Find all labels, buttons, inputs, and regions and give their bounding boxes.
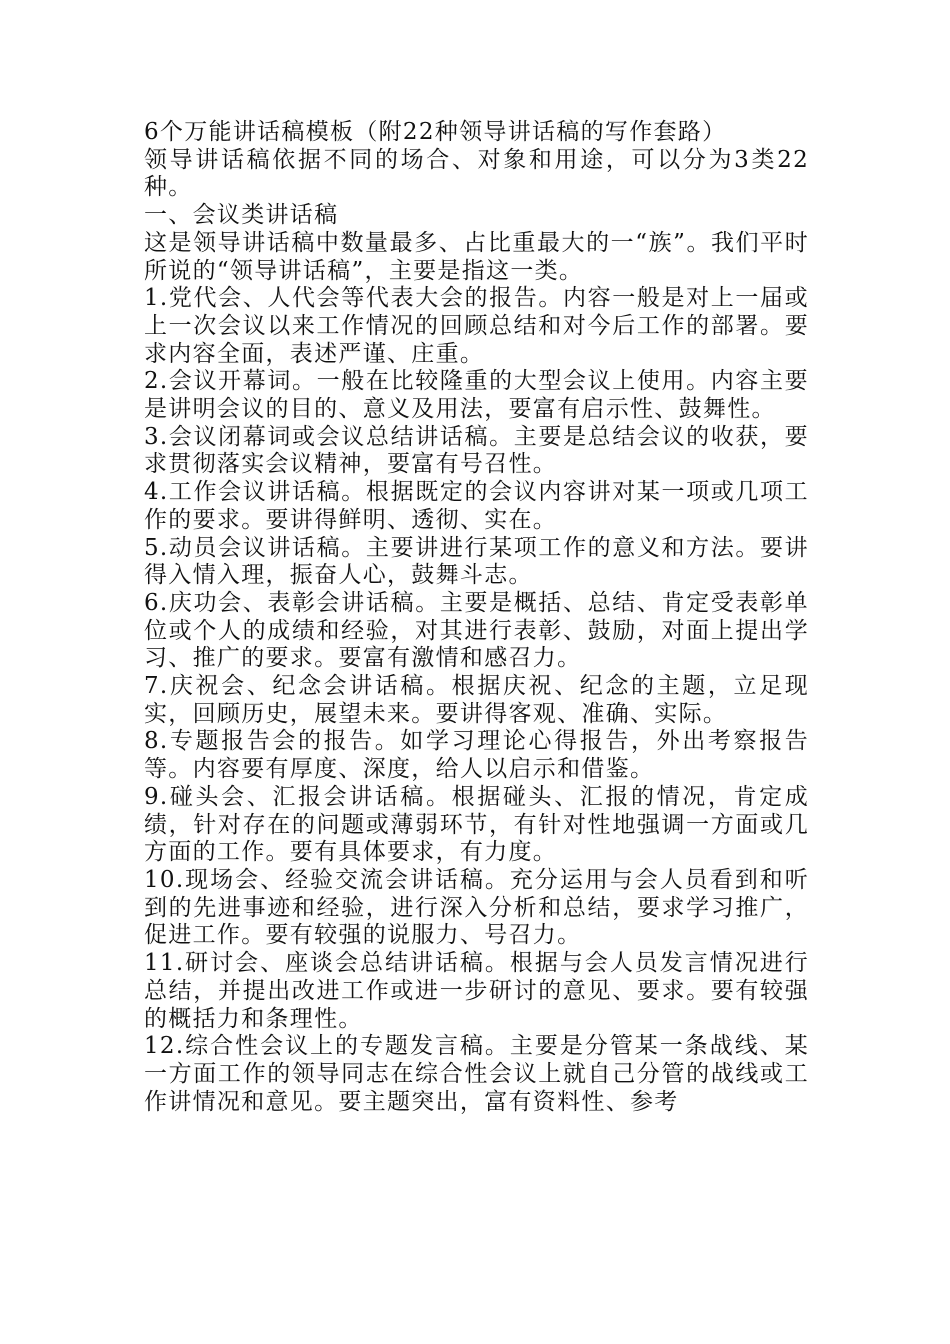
list-item: 12.综合性会议上的专题发言稿。主要是分管某一条战线、某一方面工作的领导同志在综合性会议上就自己分管的战线或工作讲情况和意见。要主题突出，富有资料性、参考: [144, 1033, 809, 1115]
section-intro-paragraph: 这是领导讲话稿中数量最多、占比重最大的一“族”。我们平时所说的“领导讲话稿”，主要是指这一类。: [144, 229, 809, 284]
list-item: 8.专题报告会的报告。如学习理论心得报告，外出考察报告等。内容要有厚度、深度，给人以启示和借鉴。: [144, 728, 809, 783]
section-heading: 一、会议类讲话稿: [144, 202, 339, 229]
list-item: 6.庆功会、表彰会讲话稿。主要是概括、总结、肯定受表彰单位或个人的成绩和经验，对其进行表彰、鼓励，对面上提出学习、推广的要求。要富有激情和感召力。: [144, 589, 809, 672]
list-item: 7.庆祝会、纪念会讲话稿。根据庆祝、纪念的主题，立足现实，回顾历史，展望未来。要讲得客观、准确、实际。: [144, 673, 809, 727]
list-item: 1.党代会、人代会等代表大会的报告。内容一般是对上一届或上一次会议以来工作情况的回顾总结和对今后工作的部署。要求内容全面，表述严谨、庄重。: [144, 285, 809, 367]
list-item: 9.碰头会、汇报会讲话稿。根据碰头、汇报的情况，肯定成绩，针对存在的问题或薄弱环节，有针对性地强调一方面或几方面的工作。要有具体要求，有力度。: [144, 783, 809, 866]
list-item: 11.研讨会、座谈会总结讲话稿。根据与会人员发言情况进行总结，并提出改进工作或进一步研讨的意见、要求。要有较强的概括力和条理性。: [144, 950, 809, 1032]
list-item: 4.工作会议讲话稿。根据既定的会议内容讲对某一项或几项工作的要求。要讲得鲜明、透彻、实在。: [144, 479, 809, 533]
document-title: 6个万能讲话稿模板（附22种领导讲话稿的写作套路）: [144, 119, 727, 145]
intro-paragraph: 领导讲话稿依据不同的场合、对象和用途，可以分为3类22种。: [144, 146, 809, 201]
list-item: 5.动员会议讲话稿。主要讲进行某项工作的意义和方法。要讲得入情入理，振奋人心，鼓舞斗志。: [144, 534, 809, 589]
document-body: [144, 119, 809, 1116]
list-item: 3.会议闭幕词或会议总结讲话稿。主要是总结会议的收获，要求贯彻落实会议精神，要富有号召性。: [144, 423, 809, 478]
list-item: 10.现场会、经验交流会讲话稿。充分运用与会人员看到和听到的先进事迹和经验，进行深入分析和总结，要求学习推广，促进工作。要有较强的说服力、号召力。: [144, 866, 809, 949]
list-item: 2.会议开幕词。一般在比较隆重的大型会议上使用。内容主要是讲明会议的目的、意义及用法，要富有启示性、鼓舞性。: [144, 368, 809, 423]
